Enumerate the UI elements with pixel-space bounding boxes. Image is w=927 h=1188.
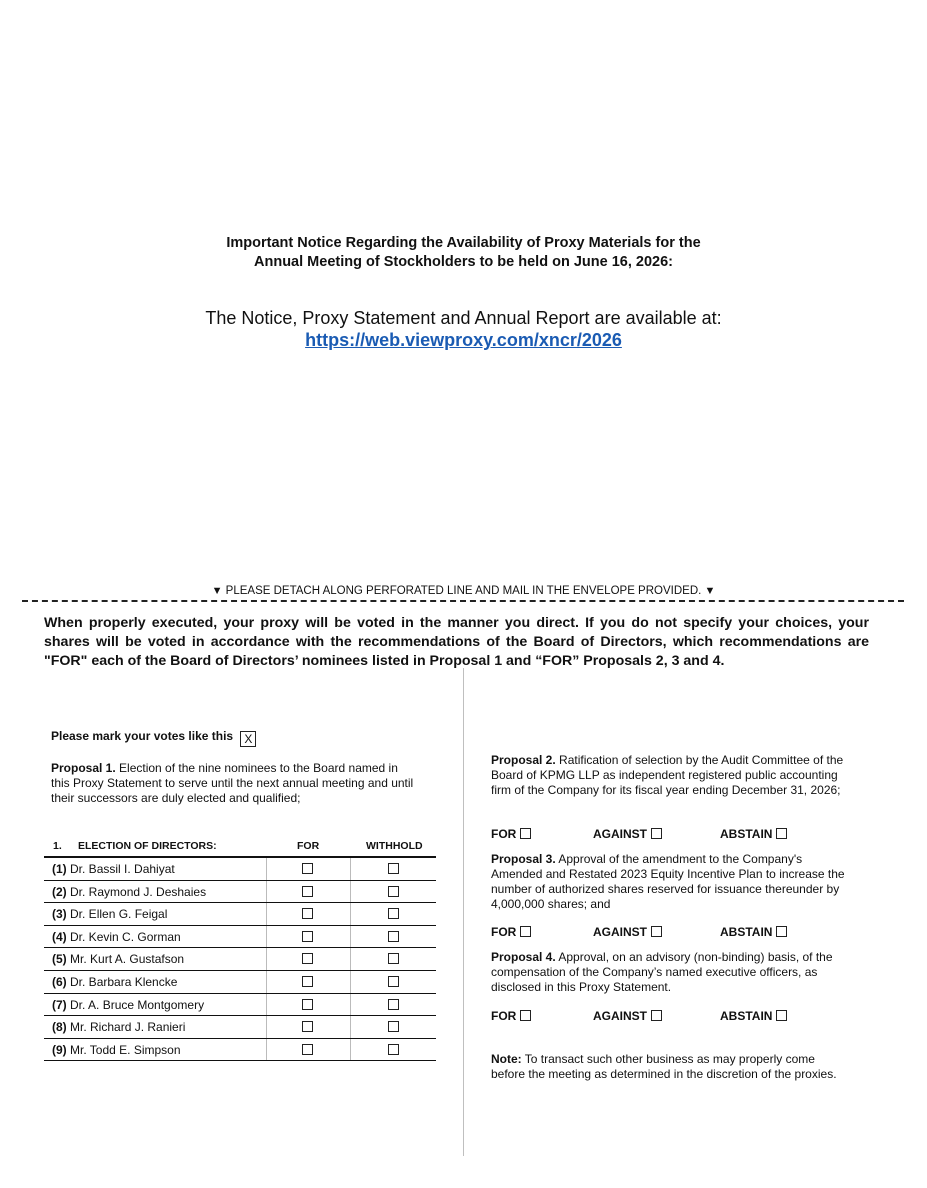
nominee-number: (8) — [52, 1020, 67, 1035]
detach-text: PLEASE DETACH ALONG PERFORATED LINE AND MAIL IN THE ENVELOPE PROVIDED. — [225, 585, 702, 597]
availability-text: The Notice, Proxy Statement and Annual Report are available at: — [205, 308, 722, 328]
table-row — [44, 1016, 436, 1039]
column-separator — [350, 971, 351, 993]
nominee-name — [52, 862, 175, 876]
proposal-4-text — [491, 950, 851, 995]
column-separator — [266, 926, 267, 948]
nominee-label: Mr. Kurt A. Gustafson — [70, 952, 185, 967]
proposal-3-for-checkbox[interactable] — [520, 926, 531, 937]
nominee-for-checkbox[interactable] — [302, 863, 313, 874]
proxy-materials-link[interactable]: https://web.viewproxy.com/xncr/2026 — [305, 330, 622, 350]
proposal-2-against-checkbox[interactable] — [651, 828, 662, 839]
table-row — [44, 971, 436, 994]
proposal-2-text — [491, 753, 851, 798]
table-row — [44, 881, 436, 904]
directors-table-header — [44, 838, 436, 858]
vote-against: AGAINST — [593, 1009, 662, 1023]
mark-votes-instruction — [51, 728, 256, 747]
nominee-withhold-checkbox[interactable] — [388, 863, 399, 874]
nominee-name — [52, 952, 184, 966]
column-separator — [350, 994, 351, 1016]
nominee-number: (1) — [52, 862, 67, 876]
column-separator — [266, 1016, 267, 1038]
proposal-1-label: Proposal 1. — [51, 761, 116, 775]
proposal-3-text — [491, 852, 851, 912]
column-separator — [350, 903, 351, 925]
vote-abstain: ABSTAIN — [720, 925, 787, 939]
table-row — [44, 994, 436, 1017]
nominee-for-checkbox[interactable] — [302, 953, 313, 964]
down-triangle-icon: ▼ — [211, 585, 223, 597]
proposal-2-vote — [491, 827, 851, 843]
column-divider — [463, 668, 464, 1156]
table-row — [44, 926, 436, 949]
nominee-for-checkbox[interactable] — [302, 908, 313, 919]
column-separator — [350, 1016, 351, 1038]
column-separator — [350, 948, 351, 970]
down-triangle-icon: ▼ — [704, 585, 716, 597]
header-withhold: WITHHOLD — [366, 840, 423, 852]
nominee-withhold-checkbox[interactable] — [388, 976, 399, 987]
detach-instruction — [0, 583, 927, 599]
notice-title-line1: Important Notice Regarding the Availability of Proxy Materials for the — [226, 235, 701, 251]
nominee-label: Mr. Richard J. Ranieri — [70, 1020, 186, 1035]
note-label: Note: — [491, 1052, 522, 1066]
column-separator — [350, 858, 351, 880]
nominee-number: (7) — [52, 997, 67, 1012]
nominee-for-checkbox[interactable] — [302, 1021, 313, 1032]
vote-against: AGAINST — [593, 925, 662, 939]
nominee-number: (6) — [52, 974, 67, 989]
nominee-label: Dr. A. Bruce Montgomery — [70, 997, 205, 1012]
directors-table — [44, 838, 436, 1061]
proposal-4-abstain-checkbox[interactable] — [776, 1010, 787, 1021]
table-row — [44, 948, 436, 971]
nominee-name — [52, 885, 206, 899]
nominee-withhold-checkbox[interactable] — [388, 1021, 399, 1032]
proposal-3-label: Proposal 3. — [491, 852, 556, 866]
vote-abstain: ABSTAIN — [720, 827, 787, 841]
vote-for: FOR — [491, 925, 531, 939]
column-separator — [266, 971, 267, 993]
nominee-name — [52, 1043, 181, 1057]
proposal-2-label: Proposal 2. — [491, 753, 556, 767]
proposal-2-for-checkbox[interactable] — [520, 828, 531, 839]
column-separator — [266, 903, 267, 925]
note-description: To transact such other business as may properly come before the meeting as determined in the discretion of the proxies. — [491, 1052, 837, 1081]
note-text — [491, 1052, 851, 1082]
notice-title — [0, 234, 927, 272]
nominee-number: (4) — [52, 929, 67, 944]
header-number: 1. — [53, 840, 62, 852]
nominee-withhold-checkbox[interactable] — [388, 1044, 399, 1055]
proposal-4-label: Proposal 4. — [491, 950, 556, 964]
column-separator — [266, 994, 267, 1016]
nominee-withhold-checkbox[interactable] — [388, 886, 399, 897]
nominee-name — [52, 930, 181, 944]
column-separator — [266, 948, 267, 970]
nominee-label: Dr. Bassil I. Dahiyat — [70, 862, 175, 876]
table-row — [44, 858, 436, 881]
nominee-label: Dr. Barbara Klencke — [70, 974, 178, 989]
nominee-for-checkbox[interactable] — [302, 1044, 313, 1055]
nominee-number: (3) — [52, 907, 67, 922]
proposal-4-for-checkbox[interactable] — [520, 1010, 531, 1021]
nominee-label: Mr. Todd E. Simpson — [70, 1042, 181, 1057]
proposal-3-vote — [491, 925, 851, 941]
proposal-3-description: Approval of the amendment to the Company's Amended and Restated 2023 Equity Incentive Plan to increase the number of authorized shares reserved for issuance thereunder by 4,000,000 shares; and — [491, 852, 845, 911]
vote-abstain: ABSTAIN — [720, 1009, 787, 1023]
column-separator — [266, 1039, 267, 1061]
nominee-withhold-checkbox[interactable] — [388, 908, 399, 919]
mark-votes-label: Please mark your votes like this — [51, 729, 234, 743]
proposal-2-description: Ratification of selection by the Audit Committee of the Board of KPMG LLP as independent registered public accounting firm of the Company for its fiscal year ending December 31, 2026; — [491, 753, 844, 797]
proposal-4-vote — [491, 1009, 851, 1025]
column-separator — [350, 926, 351, 948]
column-separator — [266, 881, 267, 903]
column-separator — [350, 881, 351, 903]
proposal-4-description: Approval, on an advisory (non-binding) basis, of the compensation of the Company’s named executive officers, as disclosed in this Proxy Statement. — [491, 950, 833, 994]
nominee-label: Dr. Raymond J. Deshaies — [70, 884, 207, 899]
nominee-number: (9) — [52, 1042, 67, 1057]
nominee-withhold-checkbox[interactable] — [388, 931, 399, 942]
nominee-name — [52, 998, 204, 1012]
header-title: ELECTION OF DIRECTORS: — [78, 840, 217, 852]
proposal-3-against-checkbox[interactable] — [651, 926, 662, 937]
nominee-name — [52, 907, 167, 921]
header-for: FOR — [297, 840, 320, 852]
vote-for: FOR — [491, 1009, 531, 1023]
nominee-label: Dr. Kevin C. Gorman — [70, 929, 181, 944]
proposal-1-description: Election of the nine nominees to the Board named in this Proxy Statement to serve until the next annual meeting and until their successors are duly elected and qualified; — [51, 761, 414, 805]
proposal-4-against-checkbox[interactable] — [651, 1010, 662, 1021]
perforated-line — [22, 600, 904, 602]
nominee-for-checkbox[interactable] — [302, 999, 313, 1010]
execution-statement: When properly executed, your proxy will be voted in the manner you direct. If you do not specify your choices, your shares will be voted in accordance with the recommendations of the Board of Directors, which recommendations are "FOR" each of the Board of Directors’ nominees listed in Proposal 1 and “FOR” Proposals 2, 3 and 4. — [44, 615, 869, 669]
nominee-withhold-checkbox[interactable] — [388, 953, 399, 964]
vote-against: AGAINST — [593, 827, 662, 841]
vote-for: FOR — [491, 827, 531, 841]
nominee-name — [52, 975, 177, 989]
example-mark-box: X — [240, 731, 256, 747]
nominee-for-checkbox[interactable] — [302, 886, 313, 897]
table-row — [44, 1039, 436, 1062]
proposal-1-text — [51, 761, 416, 806]
nominee-withhold-checkbox[interactable] — [388, 999, 399, 1010]
nominee-for-checkbox[interactable] — [302, 931, 313, 942]
nominee-number: (2) — [52, 884, 67, 899]
proposal-3-abstain-checkbox[interactable] — [776, 926, 787, 937]
nominee-number: (5) — [52, 952, 67, 967]
proposal-2-abstain-checkbox[interactable] — [776, 828, 787, 839]
nominee-rows — [44, 858, 436, 1061]
nominee-for-checkbox[interactable] — [302, 976, 313, 987]
table-row — [44, 903, 436, 926]
column-separator — [350, 1039, 351, 1061]
column-separator — [266, 858, 267, 880]
notice-title-line2: Annual Meeting of Stockholders to be held on June 16, 2026: — [254, 254, 673, 270]
nominee-label: Dr. Ellen G. Feigal — [70, 907, 168, 922]
nominee-name — [52, 1020, 185, 1034]
